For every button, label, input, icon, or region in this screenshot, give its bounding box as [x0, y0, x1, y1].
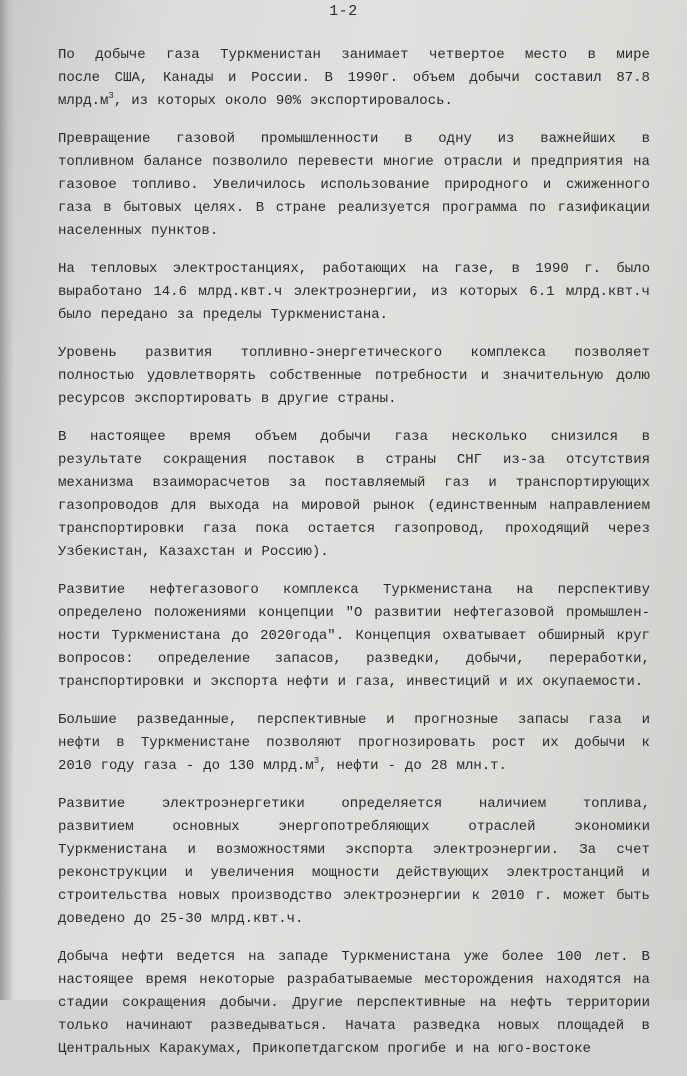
text-line: топливном балансе позволило перевести многие отрасли и предприятия на [58, 154, 650, 170]
text-line: было передано за пределы Туркменистана. [58, 307, 389, 323]
paragraph [58, 342, 650, 411]
text-line: газовое топливо. Увеличилось использование природного и сжиженного [58, 177, 650, 193]
text-line: Уровень развития топливно-энергетического комплекса позволяет [58, 345, 650, 361]
text-line: определено положениями концепции "О развитии нефтегазовой промышлен- [58, 605, 650, 621]
paragraph [58, 793, 650, 931]
text-line: доведено до 25-30 млрд.квт.ч. [58, 911, 304, 927]
text-line: транспортировки и экспорта нефти и газа, инвестиций и их окупаемости. [58, 674, 644, 690]
text-line: Узбекистан, Казахстан и Россию). [58, 544, 329, 560]
text-line: Превращение газовой промышленности в одну из важнейших в [58, 131, 650, 147]
text-line: газа в бытовых целях. В стране реализуется программа по газификации [58, 200, 650, 216]
text-line: только начинают разведываться. Начата разведка новых площадей в [58, 1018, 650, 1034]
text-line: $млрд.м^3$, из которых около 90% экспортировалось. [58, 91, 453, 109]
text-line: ресурсов экспортировать в другие страны. [58, 391, 397, 407]
text-line: ности Туркменистана до 2020года". Концепция охватывает обширный круг [58, 628, 650, 644]
text-line: результате сокращения поставок в страны СНГ из-за отсутствия [58, 452, 650, 468]
text-line: Развитие нефтегазового комплекса Туркменистана на перспективу [58, 582, 650, 598]
text-line: механизма взаиморасчетов за поставляемый газ и транспортирующих [58, 475, 650, 491]
text-line: Развитие электроэнергетики определяется наличием топлива, [58, 796, 650, 812]
text-line: Центральных Каракумах, Прикопетдагском прогибе и на юго-востоке [58, 1041, 591, 1057]
text-line: нефти в Туркменистане позволяют прогнозировать рост их добычи к [58, 735, 650, 751]
text-line: развитием основных энергопотребляющих отраслей экономики [58, 819, 650, 835]
text-line: 2010 году газа - до 130 $млрд.м^3$, нефти - до 28 млн.т. [58, 756, 507, 774]
text-line: полностью удовлетворять собственные потребности и значительную долю [58, 368, 650, 384]
page-number: 1-2 [329, 3, 358, 20]
text-line: после США, Канады и России. В 1990г. объем добычи составил 87.8 [58, 70, 650, 86]
paragraph [58, 258, 650, 327]
text-line: транспортировки газа пока остается газопровод, проходящий через [58, 521, 650, 537]
paragraph [58, 579, 650, 694]
text-line: На тепловых электростанциях, работающих на газе, в 1990 г. было [58, 261, 650, 277]
document-body [58, 44, 650, 1076]
paragraph [58, 44, 650, 113]
paragraph [58, 128, 650, 243]
text-line: реконструкции и увеличения мощности действующих электростанций и [58, 865, 650, 881]
text-line: В настоящее время объем добычи газа несколько снизился в [58, 429, 650, 445]
text-line: вопросов: определение запасов, разведки, добычи, переработки, [58, 651, 650, 667]
paragraph [58, 426, 650, 564]
page-edge-shadow [0, 0, 14, 1000]
text-line: стадии сокращения добычи. Другие перспективные на нефть территории [58, 995, 650, 1011]
text-line: газопроводов для выхода на мировой рынок (единственным направлением [58, 498, 650, 514]
text-line: настоящее время некоторые разрабатываемые месторождения находятся на [58, 972, 650, 988]
text-line: строительства новых производство электроэнергии к 2010 г. может быть [58, 888, 650, 904]
paragraph [58, 946, 650, 1061]
text-line: населенных пунктов. [58, 223, 219, 239]
text-line: выработано 14.6 млрд.квт.ч электроэнергии, из которых 6.1 млрд.квт.ч [58, 284, 650, 300]
paragraph [58, 709, 650, 778]
text-line: Туркменистана и возможностями экспорта электроэнергии. За счет [58, 842, 650, 858]
text-line: Добыча нефти ведется на западе Туркменистана уже более 100 лет. В [58, 949, 650, 965]
text-line: Большие разведанные, перспективные и прогнозные запасы газа и [58, 712, 650, 728]
text-line: По добыче газа Туркменистан занимает четвертое место в мире [58, 47, 650, 63]
